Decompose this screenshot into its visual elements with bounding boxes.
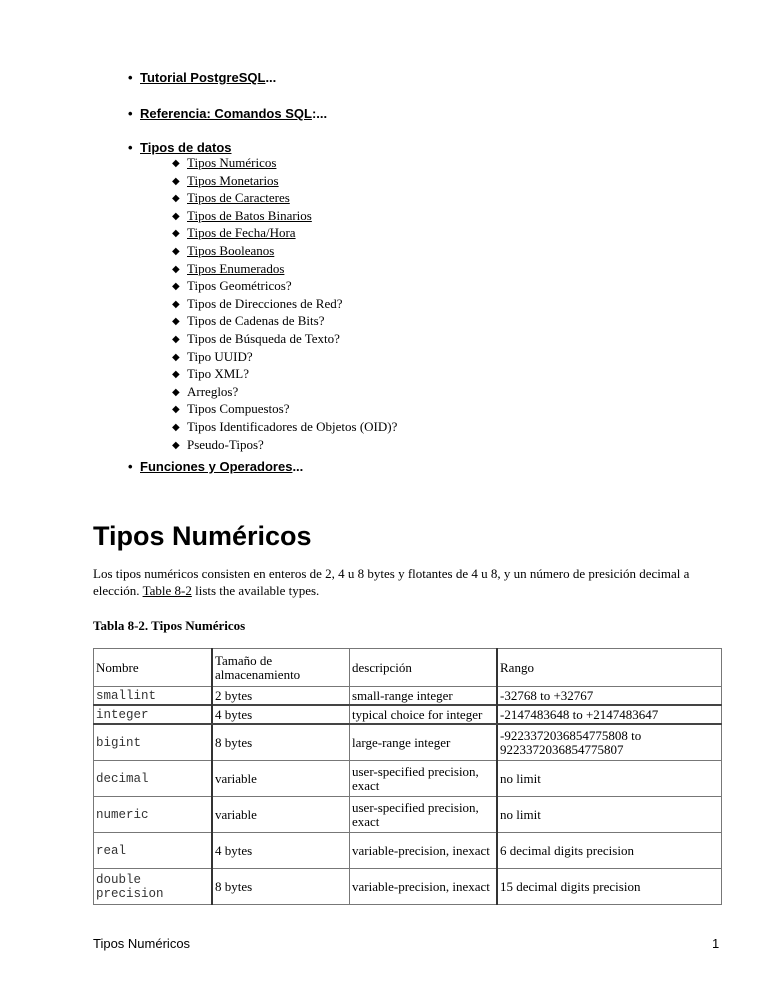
table-row (94, 833, 722, 869)
column-header: Tamaño de almacenamiento (212, 649, 350, 687)
sub-link[interactable]: Tipos Monetarios (187, 172, 279, 188)
sub-item (172, 437, 397, 455)
cell-size: 2 bytes (212, 687, 350, 706)
sub-item (172, 331, 397, 349)
cell-name: integer (94, 705, 213, 724)
cell-name: smallint (94, 687, 213, 706)
cell-description: user-specified precision, exact (350, 761, 498, 797)
cell-name: bigint (94, 724, 213, 761)
cell-name: real (94, 833, 213, 869)
cell-name: numeric (94, 797, 213, 833)
bullet-icon: • (128, 140, 133, 155)
cell-size: 8 bytes (212, 724, 350, 761)
column-header: Rango (497, 649, 722, 687)
cell-range: no limit (497, 761, 722, 797)
cell-range: no limit (497, 797, 722, 833)
sub-item (172, 173, 397, 191)
table-row (94, 724, 722, 761)
cell-description: variable-precision, inexact (350, 833, 498, 869)
cell-range: 6 decimal digits precision (497, 833, 722, 869)
cell-description: user-specified precision, exact (350, 797, 498, 833)
table-row (94, 687, 722, 706)
diamond-bullet-icon: ◆ (172, 333, 180, 345)
cell-range: 15 decimal digits precision (497, 869, 722, 905)
bullet-icon: • (128, 70, 133, 85)
footer-title: Tipos Numéricos (93, 936, 191, 951)
cell-description: large-range integer (350, 724, 498, 761)
toc-link-tipos-de-datos[interactable]: Tipos de datos (140, 140, 232, 155)
toc-link-referencia[interactable]: Referencia: Comandos SQL (140, 106, 312, 121)
sub-item (172, 208, 397, 226)
sub-label: Tipos Compuestos? (187, 401, 290, 417)
diamond-bullet-icon: ◆ (172, 439, 180, 451)
sub-item (172, 419, 397, 437)
sub-item (172, 190, 397, 208)
diamond-bullet-icon: ◆ (172, 281, 180, 293)
sub-item (172, 261, 397, 279)
column-header: Nombre (94, 649, 213, 687)
toc-link-funciones[interactable]: Funciones y Operadores (140, 459, 293, 474)
cell-size: 4 bytes (212, 833, 350, 869)
diamond-bullet-icon: ◆ (172, 245, 180, 257)
cell-name: double precision (94, 869, 213, 905)
diamond-bullet-icon: ◆ (172, 210, 180, 222)
sub-item (172, 349, 397, 367)
cell-description: small-range integer (350, 687, 498, 706)
numeric-types-table (93, 648, 722, 905)
sub-item (172, 401, 397, 419)
sub-item (172, 384, 397, 402)
cell-name: decimal (94, 761, 213, 797)
table-row (94, 869, 722, 905)
diamond-bullet-icon: ◆ (172, 351, 180, 363)
sub-item (172, 225, 397, 243)
sub-label: Tipo XML? (187, 366, 250, 382)
cell-size: 4 bytes (212, 705, 350, 724)
sub-link[interactable]: Tipos de Fecha/Hora (187, 225, 296, 241)
table-header-row (94, 649, 722, 687)
diamond-bullet-icon: ◆ (172, 158, 180, 169)
cell-size: 8 bytes (212, 869, 350, 905)
sub-label: Arreglos? (187, 383, 239, 399)
diamond-bullet-icon: ◆ (172, 316, 180, 328)
table-caption: Tabla 8-2. Tipos Numéricos (93, 618, 246, 633)
sub-item (172, 366, 397, 384)
diamond-bullet-icon: ◆ (172, 404, 180, 416)
intro-paragraph: Los tipos numéricos consisten en enteros de 2, 4 u 8 bytes y flotantes de 4 u 8, y un número de presición decimal a elección. Table 8-2 lists the available types. (93, 566, 690, 598)
diamond-bullet-icon: ◆ (172, 263, 180, 275)
sub-link[interactable]: Tipos de Caracteres (187, 190, 290, 206)
cell-range: -9223372036854775808 to 9223372036854775807 (497, 724, 722, 761)
table-row (94, 761, 722, 797)
toc-sublist (172, 155, 397, 454)
sub-link[interactable]: Tipos Enumerados (187, 260, 285, 276)
sub-label: Tipos Identificadores de Objetos (OID)? (187, 418, 398, 434)
sub-label: Tipos de Direcciones de Red? (187, 295, 343, 311)
toc-item-tipos-de-datos (128, 140, 232, 155)
diamond-bullet-icon: ◆ (172, 386, 180, 398)
sub-item (172, 243, 397, 261)
diamond-bullet-icon: ◆ (172, 193, 180, 205)
sub-item (172, 296, 397, 314)
diamond-bullet-icon: ◆ (172, 369, 180, 381)
table-reference-link[interactable]: Table 8-2 (142, 583, 192, 598)
sub-label: Tipos Geométricos? (187, 278, 292, 294)
diamond-bullet-icon: ◆ (172, 421, 180, 433)
diamond-bullet-icon: ◆ (172, 228, 180, 240)
cell-range: -2147483648 to +2147483647 (497, 705, 722, 724)
cell-range: -32768 to +32767 (497, 687, 722, 706)
cell-size: variable (212, 797, 350, 833)
cell-size: variable (212, 761, 350, 797)
toc-item-referencia: • Referencia: Comandos SQL:... (128, 106, 328, 121)
toc-item-funciones: • Funciones y Operadores... (128, 459, 304, 474)
sub-label: Pseudo-Tipos? (187, 436, 264, 452)
sub-link[interactable]: Tipos Numéricos (187, 155, 277, 170)
page-title: Tipos Numéricos (93, 521, 312, 551)
sub-item (172, 155, 397, 173)
diamond-bullet-icon: ◆ (172, 175, 180, 187)
toc-item-tutorial: • Tutorial PostgreSQL... (128, 70, 277, 85)
sub-item (172, 278, 397, 296)
column-header: descripción (350, 649, 498, 687)
cell-description: variable-precision, inexact (350, 869, 498, 905)
cell-description: typical choice for integer (350, 705, 498, 724)
table-row (94, 705, 722, 724)
sub-label: Tipos de Cadenas de Bits? (187, 313, 325, 329)
sub-label: Tipo UUID? (187, 348, 253, 364)
bullet-icon: • (128, 459, 133, 474)
sub-link[interactable]: Tipos de Batos Binarios (187, 207, 312, 223)
diamond-bullet-icon: ◆ (172, 298, 180, 310)
sub-link[interactable]: Tipos Booleanos (187, 242, 275, 258)
sub-item (172, 313, 397, 331)
table-row (94, 797, 722, 833)
toc-link-tutorial[interactable]: Tutorial PostgreSQL (140, 70, 266, 85)
bullet-icon: • (128, 106, 133, 121)
page-number: 1 (712, 936, 720, 951)
sub-label: Tipos de Búsqueda de Texto? (187, 330, 340, 346)
